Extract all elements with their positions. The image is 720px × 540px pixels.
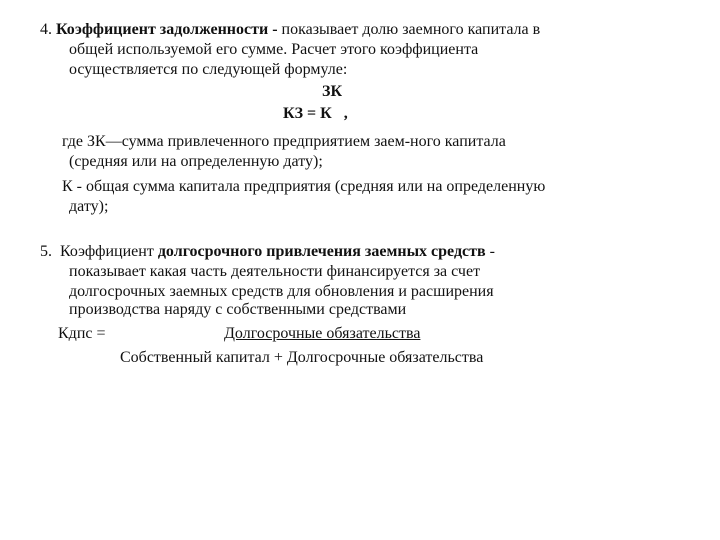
section-4-definition-zk-2: (средняя или на определенную дату); bbox=[69, 153, 323, 170]
section-5-line-4: производства наряду с собственными средствами bbox=[69, 301, 407, 318]
section-4-term: Коэффициент задолженности - bbox=[56, 21, 278, 38]
section-4-definition-k-1: К - общая сумма капитала предприятия (средняя или на определенную bbox=[62, 178, 546, 195]
section-5-intro: Коэффициент bbox=[60, 243, 154, 260]
section-4-line-2: общей используемой его сумме. Расчет этого коэффициента bbox=[69, 41, 479, 58]
section-5-number: 5. bbox=[40, 243, 52, 260]
section-4-line-1 bbox=[40, 20, 540, 40]
section-5-formula-denominator: Собственный капитал + Долгосрочные обязательства bbox=[120, 349, 484, 366]
section-5-formula-lhs: Кдпс = bbox=[58, 325, 106, 342]
section-4-formula-equation: КЗ = К bbox=[283, 105, 332, 122]
section-4-formula-numerator: ЗК bbox=[322, 83, 343, 100]
section-5-line-3: долгосрочных заемных средств для обновления и расширения bbox=[69, 283, 494, 300]
section-4-definition-zk-1: где ЗК—сумма привлеченного предприятием заем-ного капитала bbox=[62, 133, 506, 150]
section-5-term: долгосрочного привлечения заемных средств bbox=[157, 243, 486, 260]
section-5-line-1 bbox=[40, 242, 495, 262]
section-5-formula-numerator: Долгосрочные обязательства bbox=[224, 325, 421, 342]
section-4-formula-lhs bbox=[283, 104, 348, 124]
section-4-formula-comma: , bbox=[343, 105, 348, 122]
section-5-line-2: показывает какая часть деятельности финансируется за счет bbox=[69, 263, 481, 280]
section-4-line-3: осуществляется по следующей формуле: bbox=[69, 61, 348, 78]
section-5-dash: - bbox=[489, 243, 495, 260]
section-4-definition-k-2: дату); bbox=[69, 198, 109, 215]
section-4-line-1-text: показывает долю заемного капитала в bbox=[281, 21, 541, 38]
section-4-number: 4. bbox=[40, 21, 52, 38]
